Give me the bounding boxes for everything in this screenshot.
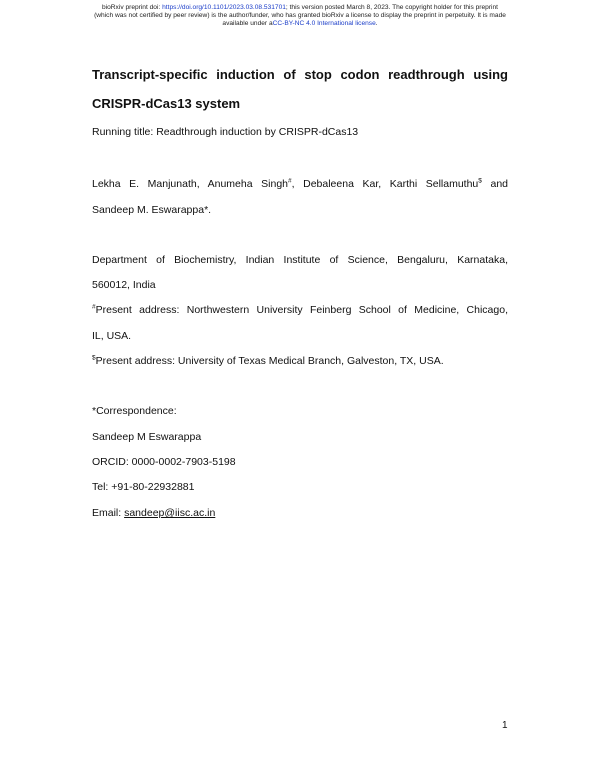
authors-line-1	[92, 178, 508, 191]
present-mark-hash: #	[92, 303, 96, 311]
author-names-b: , Debaleena Kar, Karthi Sellamuthu	[291, 178, 479, 190]
running-title: Running title: Readthrough induction by CRISPR-dCas13	[92, 126, 359, 138]
notice-suffix: ; this version posted March 8, 2023. The copyright holder for this preprint	[285, 4, 498, 11]
author-mark-hash: #	[288, 177, 292, 185]
preprint-notice	[0, 4, 600, 28]
present-address-1	[92, 304, 508, 317]
paper-title-line-2: CRISPR-dCas13 system	[92, 96, 241, 111]
present-mark-dollar: $	[92, 354, 96, 362]
doi-link[interactable]: https://doi.org/10.1101/2023.03.08.531701	[162, 4, 286, 11]
correspondence-heading: *Correspondence:	[92, 405, 177, 417]
authors-line-2: Sandeep M. Eswarappa*.	[92, 204, 212, 216]
notice-prefix: bioRxiv preprint doi:	[102, 4, 163, 11]
notice-line-3	[0, 20, 600, 28]
present-address-2	[92, 355, 508, 368]
notice-line-2: (which was not certified by peer review) is the author/funder, who has granted bioRxiv a license to display the preprint in perpetuity. It is made	[94, 12, 506, 19]
email-label: Email:	[92, 507, 125, 519]
affiliation-line-1: Department of Biochemistry, Indian Institute of Science, Bengaluru, Karnataka,	[92, 254, 508, 266]
affiliation-line-2: 560012, India	[92, 279, 156, 291]
correspondence-name: Sandeep M Eswarappa	[92, 431, 202, 443]
paper-title-line-1: Transcript-specific induction of stop codon readthrough using	[92, 67, 508, 82]
correspondence-email	[92, 507, 508, 520]
present-address-1-text: Present address: Northwestern University Feinberg School of Medicine, Chicago,	[95, 304, 508, 316]
present-address-2-text: Present address: University of Texas Medical Branch, Galveston, TX, USA.	[95, 355, 444, 367]
author-names-a: Lekha E. Manjunath, Anumeha Singh	[92, 178, 288, 190]
license-link[interactable]: CC-BY-NC 4.0 International license	[272, 20, 376, 27]
notice-line-1	[0, 4, 600, 12]
author-names-c: and	[481, 178, 508, 190]
email-link[interactable]: sandeep@iisc.ac.in	[124, 507, 216, 519]
notice-license-suffix: .	[375, 20, 378, 27]
correspondence-orcid: ORCID: 0000-0002-7903-5198	[92, 456, 236, 468]
notice-license-prefix: available under a	[222, 20, 273, 27]
correspondence-tel: Tel: +91-80-22932881	[92, 481, 195, 493]
present-address-1-cont: IL, USA.	[92, 330, 132, 342]
author-mark-dollar: $	[478, 177, 482, 185]
page-number: 1	[502, 720, 508, 731]
